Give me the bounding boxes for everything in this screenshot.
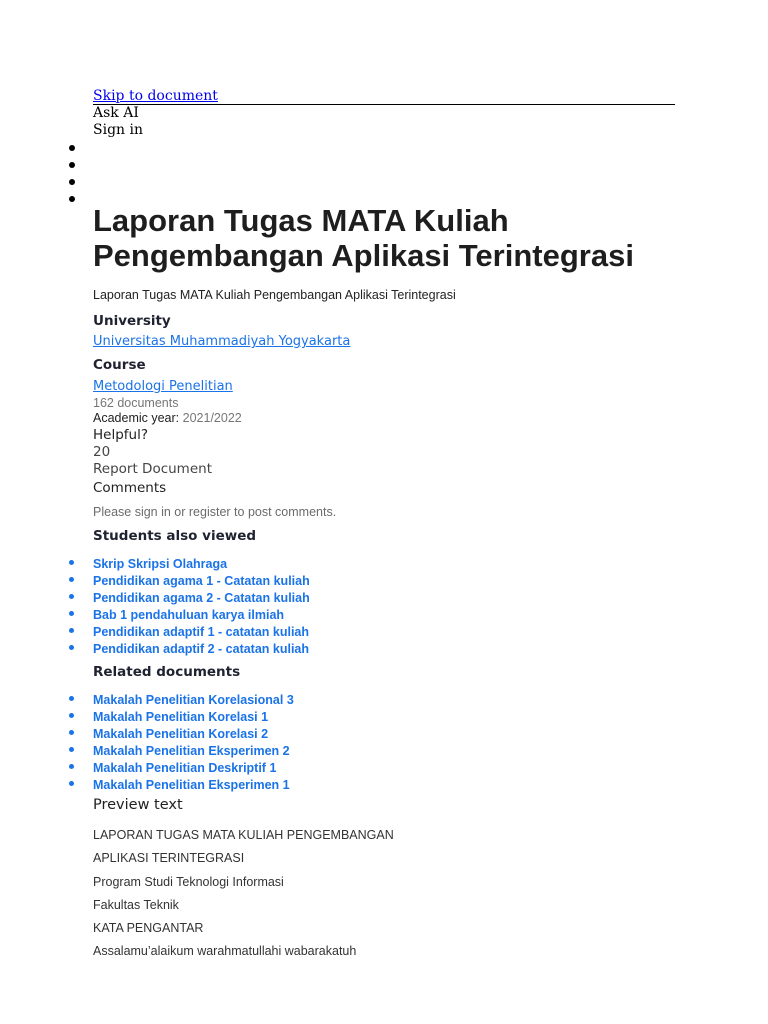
ask-ai-button[interactable]: Ask AI xyxy=(93,105,139,121)
students-also-viewed-heading: Students also viewed xyxy=(93,528,257,544)
list-item xyxy=(93,776,713,793)
related-doc-link[interactable]: Makalah Penelitian Korelasional 3 xyxy=(93,693,294,707)
related-doc-link[interactable]: Makalah Penelitian Eksperimen 1 xyxy=(93,778,290,792)
related-doc-link[interactable]: Makalah Penelitian Korelasi 2 xyxy=(93,727,269,741)
preview-line: Assalamu’alaikum warahmatullahi wabarakatuh xyxy=(93,944,357,958)
academic-year xyxy=(93,411,713,425)
related-doc-link[interactable]: Makalah Penelitian Eksperimen 2 xyxy=(93,744,290,758)
academic-year-label: Academic year: xyxy=(93,411,180,425)
list-item xyxy=(93,708,713,725)
related-doc-link[interactable]: Bab 1 pendahuluan karya ilmiah xyxy=(93,608,285,622)
related-doc-link[interactable]: Pendidikan adaptif 1 - catatan kuliah xyxy=(93,625,310,639)
list-item xyxy=(93,623,713,640)
list-item xyxy=(93,759,713,776)
list-item xyxy=(93,640,713,657)
list-item xyxy=(93,572,713,589)
comments-label: Comments xyxy=(93,480,167,496)
preview-line: KATA PENGANTAR xyxy=(93,921,204,935)
related-doc-link[interactable]: Pendidikan agama 1 - Catatan kuliah xyxy=(93,574,310,588)
related-doc-link[interactable]: Skrip Skripsi Olahraga xyxy=(93,557,228,571)
related-doc-link[interactable]: Pendidikan adaptif 2 - catatan kuliah xyxy=(93,642,310,656)
report-document-button[interactable]: Report Document xyxy=(93,461,212,477)
list-item xyxy=(93,606,713,623)
academic-year-value: 2021/2022 xyxy=(182,411,242,425)
course-label: Course xyxy=(93,357,146,373)
list-item xyxy=(93,691,713,708)
related-documents-list xyxy=(93,691,713,793)
course-document-count: 162 documents xyxy=(93,396,179,410)
list-item xyxy=(93,589,713,606)
preview-text xyxy=(93,828,713,958)
preview-line: Fakultas Teknik xyxy=(93,898,179,912)
students-also-viewed-list xyxy=(93,555,713,657)
related-doc-link[interactable]: Makalah Penelitian Deskriptif 1 xyxy=(93,761,277,775)
course-link[interactable]: Metodologi Penelitian xyxy=(93,379,233,394)
helpful-count[interactable]: 20 xyxy=(93,444,111,460)
document-subtitle: Laporan Tugas MATA Kuliah Pengembangan Aplikasi Terintegrasi xyxy=(93,288,456,302)
preview-text-heading: Preview text xyxy=(93,797,183,813)
list-item xyxy=(93,725,713,742)
university-link[interactable]: Universitas Muhammadiyah Yogyakarta xyxy=(93,334,351,349)
comments-sign-in-prompt[interactable]: Please sign in or register to post comments. xyxy=(93,505,337,519)
document-details xyxy=(93,288,713,958)
related-doc-link[interactable]: Makalah Penelitian Korelasi 1 xyxy=(93,710,269,724)
preview-line: APLIKASI TERINTEGRASI xyxy=(93,851,245,865)
skip-to-document-link[interactable]: Skip to document xyxy=(93,88,218,104)
list-item xyxy=(93,742,713,759)
related-documents-heading: Related documents xyxy=(93,664,241,680)
page-title: Laporan Tugas MATA Kuliah Pengembangan Aplikasi Terintegrasi xyxy=(93,203,634,273)
university-label: University xyxy=(93,313,171,329)
sign-in-button[interactable]: Sign in xyxy=(93,122,143,138)
preview-line: LAPORAN TUGAS MATA KULIAH PENGEMBANGAN xyxy=(93,828,394,842)
related-doc-link[interactable]: Pendidikan agama 2 - Catatan kuliah xyxy=(93,591,310,605)
helpful-label: Helpful? xyxy=(93,427,149,443)
top-navigation xyxy=(93,88,675,139)
preview-line: Program Studi Teknologi Informasi xyxy=(93,875,284,889)
list-item xyxy=(93,555,713,572)
